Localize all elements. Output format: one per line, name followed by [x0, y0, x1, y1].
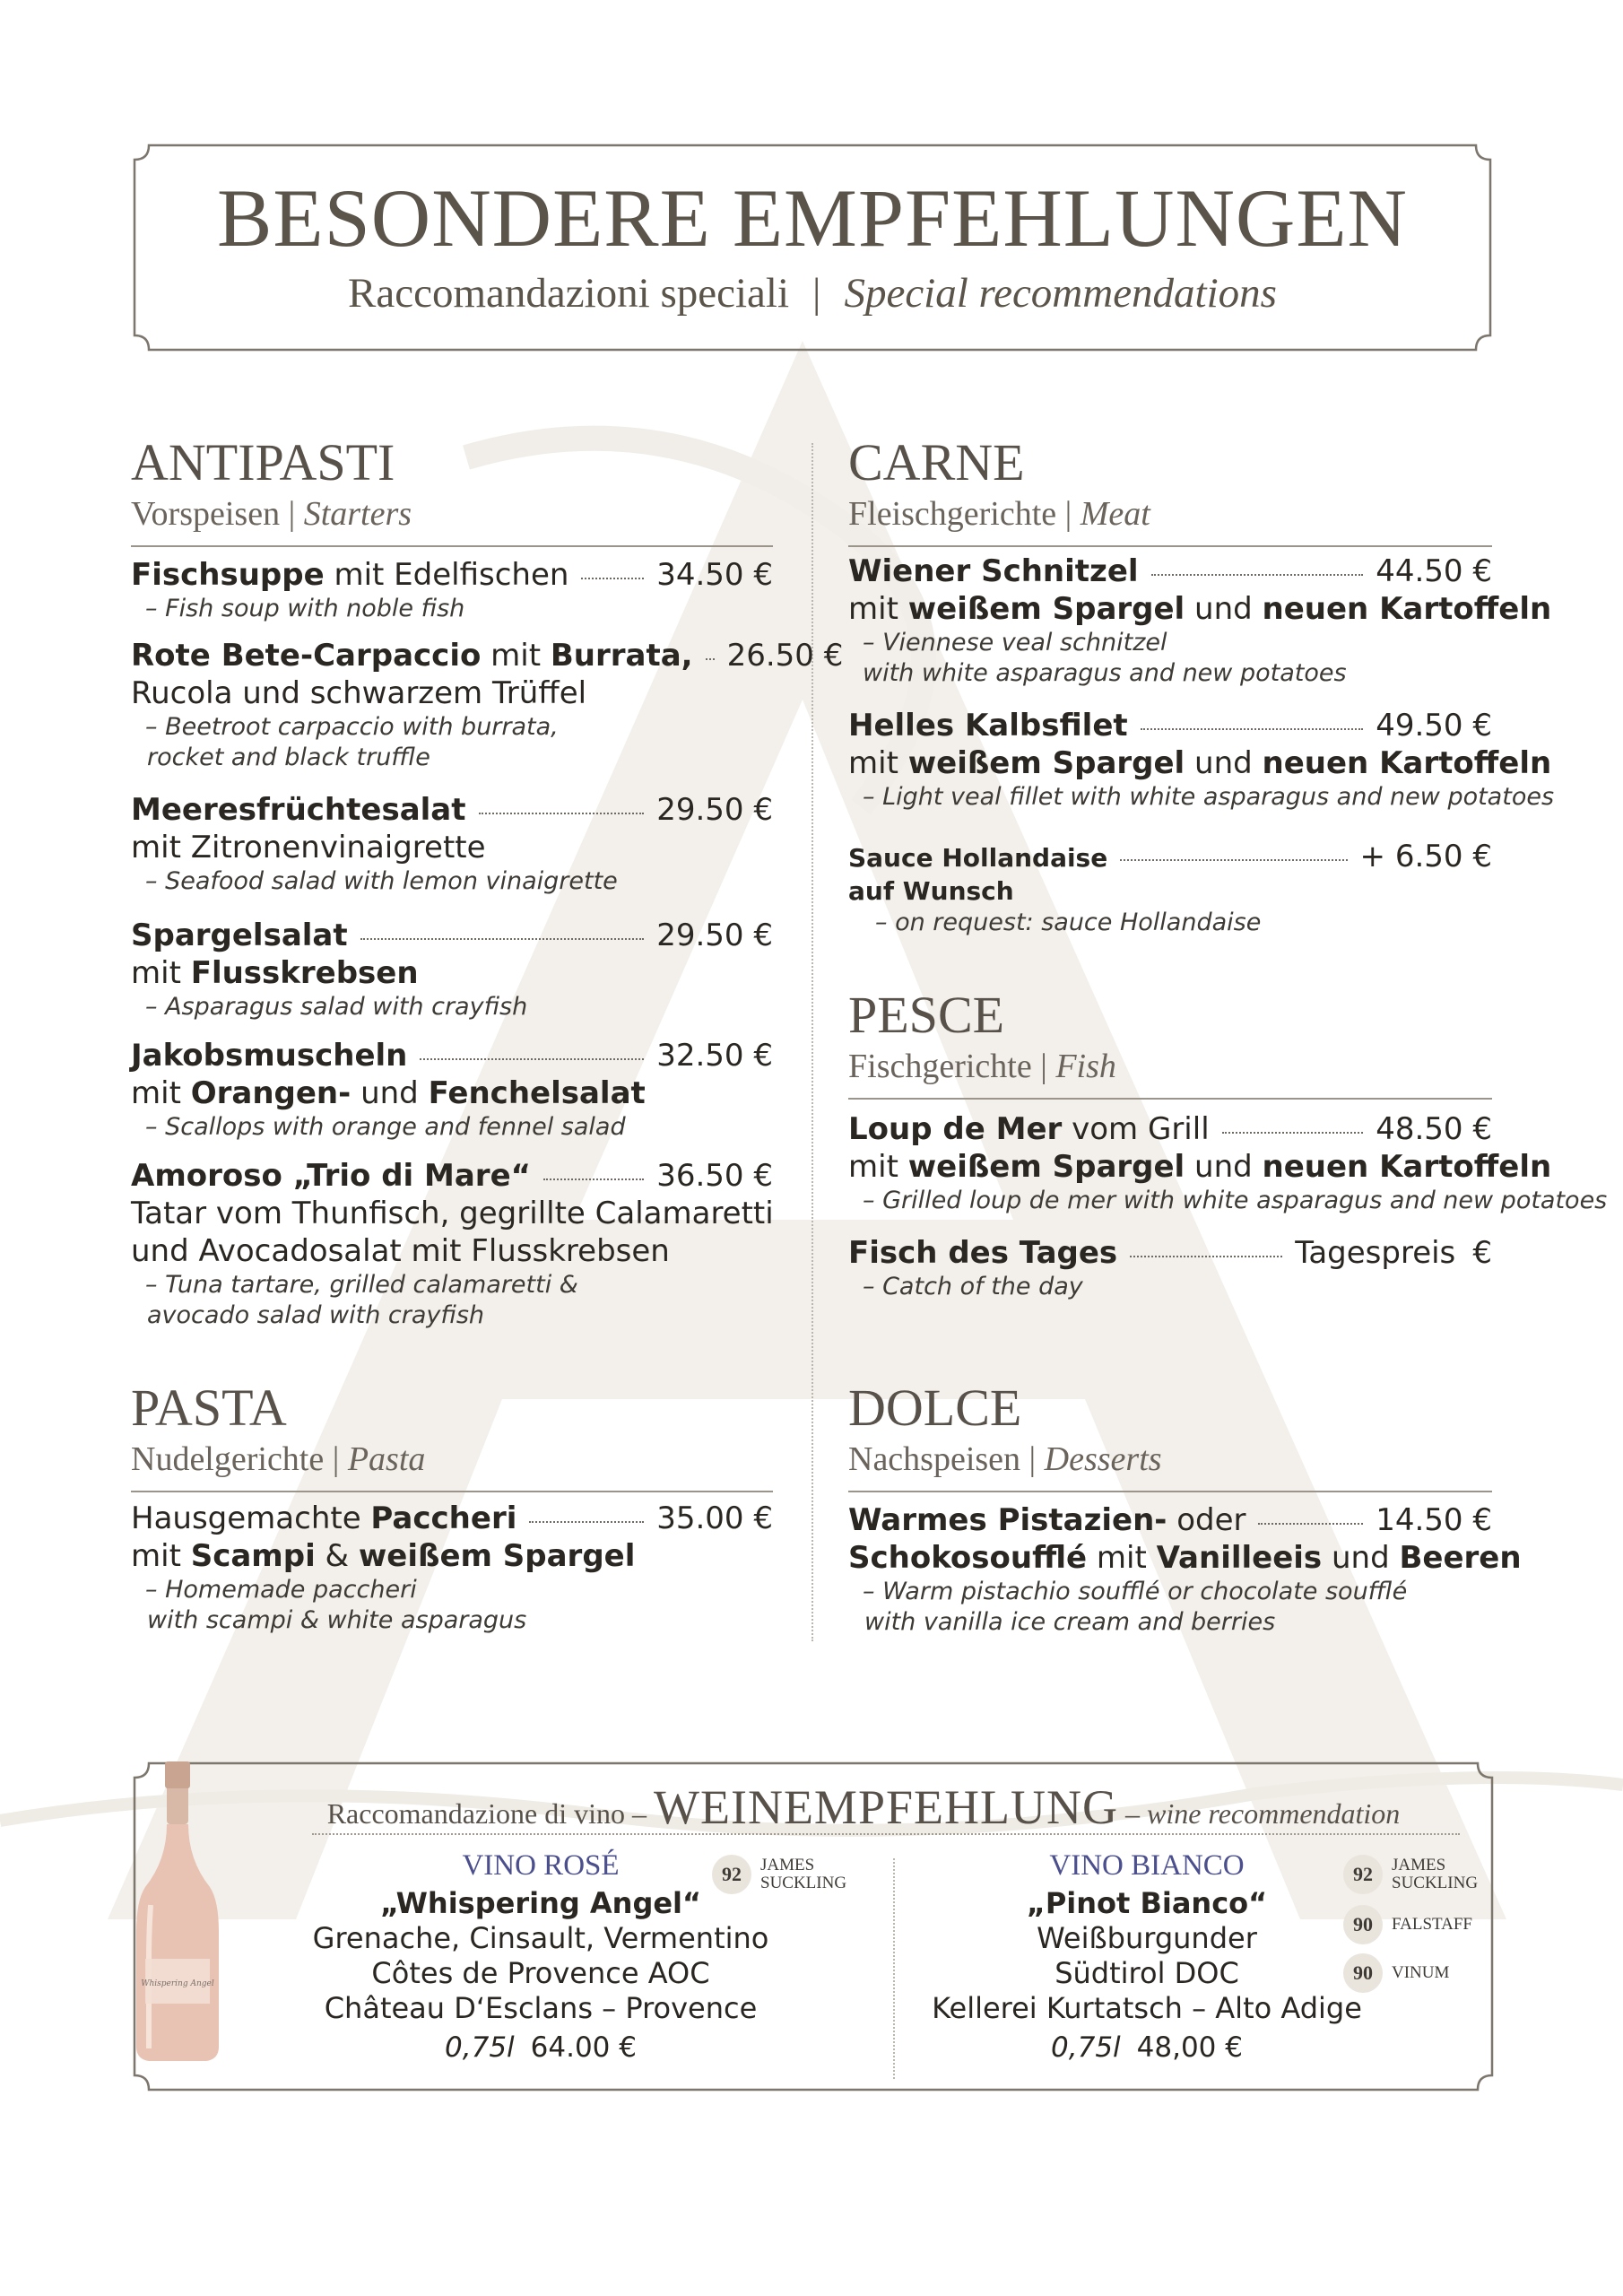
- section-subtitle-de: Vorspeisen: [131, 495, 281, 533]
- rating-score: 90: [1343, 1905, 1383, 1944]
- item-name: Rote Bete-Carpaccio: [131, 638, 482, 674]
- dot-leader: [360, 938, 645, 940]
- item-translation: – Light veal fillet with white asparagus and new potatoes: [863, 783, 1555, 811]
- wine-grapes: Weißburgunder: [1037, 1921, 1257, 1955]
- section-subtitle-sep: |: [332, 1440, 340, 1478]
- desc-bold: neuen Kartoffeln: [1262, 1149, 1552, 1185]
- subtitle-separator: |: [812, 270, 821, 317]
- dot-leader: [1222, 1132, 1364, 1134]
- wine-type: VINO ROSÉ: [462, 1849, 620, 1882]
- desc-bold: weißem Spargel: [907, 1149, 1185, 1185]
- header-frame: [133, 144, 1492, 352]
- menu-item: [131, 1157, 773, 1331]
- menu-item: [131, 1500, 773, 1636]
- desc-bold: weißem Spargel: [907, 745, 1185, 781]
- wine-heading-it: Raccomandazione di vino: [326, 1797, 626, 1830]
- section-title: DOLCE: [848, 1378, 1022, 1437]
- item-name-rest: vom Grill: [1062, 1111, 1210, 1147]
- item-translation: – Beetroot carpaccio with burrata,: [145, 713, 559, 741]
- item-translation: – Scallops with orange and fennel salad: [145, 1113, 626, 1141]
- item-name: Spargelsalat: [131, 918, 348, 953]
- desc-bold: Fenchelsalat: [428, 1075, 646, 1111]
- desc-bold: Flusskrebsen: [190, 955, 419, 991]
- item-price: 29.50 €: [656, 918, 773, 953]
- section-rule: [131, 545, 773, 547]
- rating-source: JAMES SUCKLING: [760, 1856, 847, 1892]
- rating-badge: [1343, 1855, 1478, 1894]
- desc-bold: weißem Spargel: [907, 591, 1185, 627]
- item-translation: – Viennese veal schnitzel: [863, 629, 1167, 657]
- section-rule: [848, 1098, 1492, 1100]
- item-price: 29.50 €: [656, 792, 773, 828]
- dot-leader: [479, 813, 645, 814]
- item-description: [848, 1539, 1522, 1577]
- section-title: ANTIPASTI: [131, 433, 395, 491]
- item-name-rest: Hausgemachte: [131, 1500, 371, 1536]
- desc-text: mit: [848, 1149, 908, 1185]
- rating-score: 92: [1343, 1855, 1383, 1894]
- dot-leader: [1141, 728, 1364, 730]
- section-title: PESCE: [848, 986, 1005, 1044]
- item-price-text: Tagespreis: [1295, 1235, 1456, 1271]
- section-antipasti: [131, 433, 773, 547]
- wine-bottle-image: [133, 1761, 222, 2066]
- item-translation: rocket and black truffle: [147, 744, 430, 771]
- dot-leader: [1151, 574, 1364, 576]
- section-subtitle-en: Fish: [1055, 1048, 1116, 1085]
- dot-leader: [529, 1521, 644, 1523]
- item-price: 36.50 €: [656, 1158, 773, 1194]
- desc-bold: Beeren: [1399, 1540, 1522, 1576]
- dot-leader: [706, 658, 715, 660]
- item-translation: – Grilled loup de mer with white asparagus and new potatoes: [863, 1187, 1608, 1214]
- desc-bold: Orangen-: [190, 1075, 352, 1111]
- item-name: Wiener Schnitzel: [848, 553, 1139, 589]
- wine-recommendation-box: [133, 1761, 1494, 2092]
- rating-source: VINUM: [1392, 1963, 1450, 1982]
- item-description: [131, 1074, 773, 1112]
- menu-item: [848, 707, 1555, 813]
- item-description: Rucola und schwarzem Trüffel: [131, 675, 587, 711]
- item-price: 14.50 €: [1376, 1502, 1492, 1538]
- desc-bold: neuen Kartoffeln: [1262, 591, 1552, 627]
- rating-badge: [1343, 1953, 1449, 1993]
- rating-badge: [712, 1855, 846, 1894]
- menu-item: [131, 1037, 773, 1143]
- item-name: Warmes Pistazien-: [848, 1502, 1167, 1538]
- desc-text: &: [315, 1538, 359, 1574]
- menu-item: [131, 791, 773, 897]
- item-name: Jakobsmuscheln: [131, 1038, 408, 1074]
- item-price: 34.50 €: [656, 557, 773, 593]
- item-description: Tatar vom Thunfisch, gegrillte Calamaretti: [131, 1196, 774, 1231]
- item-price: + 6.50 €: [1359, 839, 1492, 874]
- item-price: 26.50 €: [726, 638, 844, 674]
- section-subtitle-en: Meat: [1080, 495, 1150, 533]
- section-subtitle-sep: |: [288, 495, 296, 533]
- column-divider: [812, 443, 813, 1641]
- item-name-rest: oder: [1167, 1502, 1246, 1538]
- wine-volume: 0,75l: [1051, 2031, 1121, 2064]
- section-title: CARNE: [848, 433, 1025, 491]
- section-subtitle: [131, 493, 773, 535]
- item-description: [848, 1148, 1552, 1186]
- item-name-mid: mit: [481, 638, 551, 674]
- page-title: BESONDERE EMPFEHLUNGEN: [217, 172, 1408, 264]
- item-translation: – Fish soup with noble fish: [145, 595, 465, 622]
- desc-text: mit: [131, 1075, 191, 1111]
- desc-text: und: [1322, 1540, 1400, 1576]
- section-subtitle-sep: |: [1028, 1440, 1037, 1478]
- item-price: 49.50 €: [1376, 708, 1492, 744]
- section-rule: [131, 1491, 773, 1492]
- bottle-label-text: Whispering Angel: [141, 1979, 214, 1988]
- section-subtitle-de: Fischgerichte: [848, 1048, 1032, 1085]
- item-name: Sauce Hollandaise: [848, 843, 1108, 873]
- item-name-rest: mit Edelfischen: [324, 557, 569, 593]
- item-translation: avocado salad with crayfish: [147, 1301, 485, 1329]
- item-translation: with vanilla ice cream and berries: [864, 1608, 1276, 1636]
- wine-heading-dash: –: [625, 1797, 655, 1830]
- section-subtitle: [848, 1046, 1492, 1087]
- wine-price-line: [900, 2028, 1393, 2067]
- desc-bold: Scampi: [190, 1538, 316, 1574]
- desc-text: und: [1185, 591, 1263, 627]
- section-subtitle-en: Starters: [303, 495, 412, 533]
- section-carne: [848, 433, 1492, 547]
- desc-bold: neuen Kartoffeln: [1262, 745, 1552, 781]
- section-subtitle: [848, 1439, 1492, 1480]
- item-translation: – Asparagus salad with crayfish: [145, 993, 528, 1021]
- item-name: Loup de Mer: [848, 1111, 1063, 1147]
- wine-price-line: [294, 2028, 787, 2067]
- item-translation: with white asparagus and new potatoes: [863, 659, 1347, 687]
- section-dolce: [848, 1378, 1492, 1492]
- subtitle-italian: Raccomandazioni speciali: [348, 270, 790, 317]
- section-subtitle-de: Fleischgerichte: [848, 495, 1057, 533]
- section-subtitle-en: Desserts: [1044, 1440, 1162, 1478]
- section-subtitle-de: Nachspeisen: [848, 1440, 1021, 1478]
- wine-name: „Pinot Bianco“: [1026, 1886, 1268, 1920]
- item-price: 32.50 €: [656, 1038, 773, 1074]
- rating-source: JAMES SUCKLING: [1392, 1856, 1479, 1892]
- section-subtitle-sep: |: [1040, 1048, 1047, 1085]
- desc-bold: Schokosoufflé: [848, 1540, 1088, 1576]
- rating-score: 90: [1343, 1953, 1383, 1993]
- wine-volume: 0,75l: [445, 2031, 515, 2064]
- item-translation: – Catch of the day: [863, 1273, 1083, 1300]
- item-translation: – Homemade paccheri: [145, 1576, 417, 1604]
- menu-item: [848, 1501, 1522, 1638]
- desc-bold: weißem Spargel: [358, 1538, 636, 1574]
- section-subtitle-de: Nudelgerichte: [131, 1440, 325, 1478]
- menu-item: [848, 838, 1492, 938]
- section-subtitle-en: Pasta: [347, 1440, 426, 1478]
- item-translation: – Seafood salad with lemon vinaigrette: [145, 867, 618, 895]
- section-rule: [848, 545, 1492, 547]
- item-description: [131, 954, 773, 992]
- item-name: Meeresfrüchtesalat: [131, 792, 466, 828]
- wine-type: VINO BIANCO: [1049, 1849, 1245, 1882]
- item-name: Paccheri: [370, 1500, 517, 1536]
- rating-score: 92: [712, 1855, 751, 1894]
- menu-item: [848, 1234, 1492, 1302]
- item-name: Amoroso „Trio di Mare“: [131, 1158, 531, 1194]
- rating-badge: [1343, 1905, 1472, 1944]
- item-description: und Avocadosalat mit Flusskrebsen: [131, 1233, 670, 1269]
- rating-source: FALSTAFF: [1392, 1915, 1472, 1934]
- wine-heading-en: wine recommendation: [1146, 1797, 1401, 1830]
- wine-heading: [312, 1779, 1415, 1835]
- item-description: [848, 590, 1552, 628]
- item-price: 35.00 €: [656, 1500, 773, 1536]
- menu-item: [848, 1110, 1608, 1216]
- wine-price: 48,00 €: [1136, 2031, 1243, 2064]
- item-price-currency: €: [1472, 1235, 1492, 1271]
- section-rule: [848, 1491, 1492, 1492]
- desc-text: mit: [848, 591, 908, 627]
- wine-region: Côtes de Provence AOC: [371, 1956, 710, 1990]
- wine-heading-rule: [312, 1833, 1460, 1835]
- dot-leader: [1258, 1523, 1363, 1525]
- desc-text: mit: [1087, 1540, 1157, 1576]
- page-subtitle: [133, 269, 1492, 317]
- item-description: mit Zitronenvinaigrette: [131, 830, 486, 865]
- desc-text: mit: [131, 955, 191, 991]
- item-translation: – Warm pistachio soufflé or chocolate soufflé: [863, 1578, 1408, 1605]
- section-pasta: [131, 1378, 773, 1492]
- wine-producer: Château D‘Esclans – Provence: [324, 1991, 758, 2025]
- desc-bold: Vanilleeis: [1156, 1540, 1323, 1576]
- wine-heading-de: WEINEMPFEHLUNG: [654, 1780, 1118, 1834]
- section-pesce: [848, 988, 1492, 1100]
- section-title: PASTA: [131, 1378, 287, 1437]
- item-name: Fischsuppe: [131, 557, 325, 593]
- section-subtitle: [848, 493, 1492, 535]
- wine-producer: Kellerei Kurtatsch – Alto Adige: [932, 1991, 1362, 2025]
- item-translation: with scampi & white asparagus: [147, 1606, 527, 1634]
- wine-region: Südtirol DOC: [1055, 1956, 1239, 1990]
- item-translation: – Tuna tartare, grilled calamaretti &: [145, 1271, 578, 1299]
- item-price: 44.50 €: [1376, 553, 1492, 589]
- wine-name: „Whispering Angel“: [379, 1886, 702, 1920]
- dot-leader: [1120, 859, 1347, 861]
- wine-divider: [893, 1858, 895, 2079]
- dot-leader: [581, 578, 644, 579]
- desc-text: und: [1185, 1149, 1263, 1185]
- item-name-bold: Burrata,: [550, 638, 693, 674]
- item-price: 48.50 €: [1376, 1111, 1492, 1147]
- item-name: Helles Kalbsfilet: [848, 708, 1128, 744]
- dot-leader: [420, 1058, 644, 1060]
- item-description: auf Wunsch: [848, 876, 1014, 906]
- wine-price: 64.00 €: [530, 2031, 637, 2064]
- item-translation: – on request: sauce Hollandaise: [875, 909, 1262, 936]
- menu-item: [131, 637, 844, 773]
- dot-leader: [543, 1178, 644, 1180]
- wine-bianco: [900, 1848, 1393, 2067]
- item-description: [131, 1537, 773, 1575]
- section-subtitle-sep: |: [1064, 495, 1072, 533]
- desc-text: mit: [848, 745, 908, 781]
- item-name: Fisch des Tages: [848, 1235, 1118, 1271]
- dot-leader: [1130, 1256, 1282, 1257]
- wine-heading-dash: –: [1117, 1797, 1147, 1830]
- menu-item: [131, 556, 773, 624]
- desc-text: mit: [131, 1538, 191, 1574]
- section-subtitle: [131, 1439, 773, 1480]
- desc-text: und: [1185, 745, 1263, 781]
- menu-item: [131, 917, 773, 1022]
- item-description: [848, 744, 1552, 782]
- menu-item: [848, 552, 1552, 689]
- subtitle-english: Special recommendations: [844, 270, 1277, 317]
- wine-grapes: Grenache, Cinsault, Vermentino: [312, 1921, 769, 1955]
- desc-text: und: [351, 1075, 429, 1111]
